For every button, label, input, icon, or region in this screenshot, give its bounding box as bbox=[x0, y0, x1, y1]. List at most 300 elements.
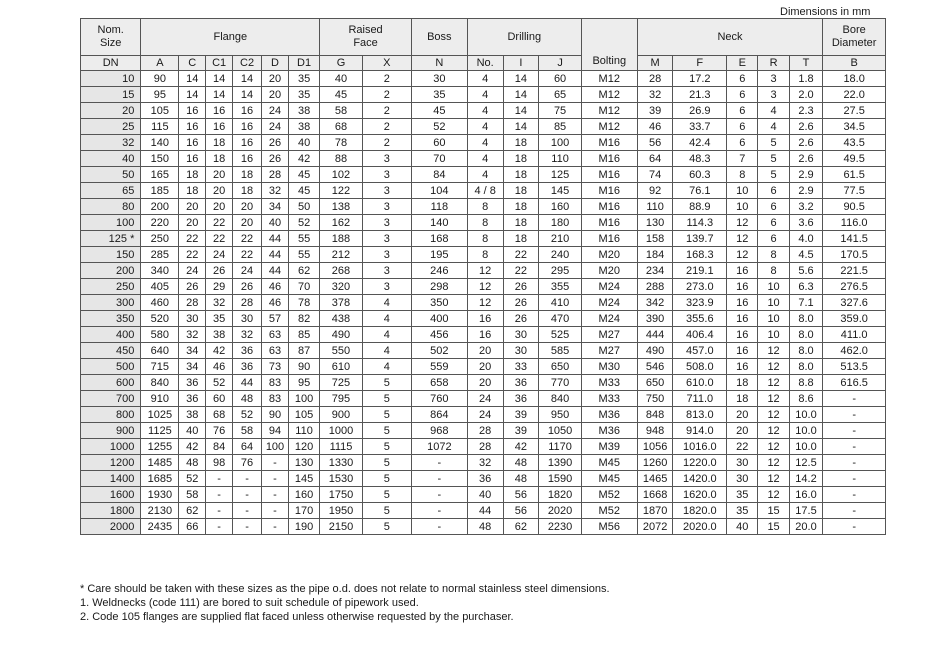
table-cell: M56 bbox=[581, 519, 637, 535]
table-cell: 6 bbox=[727, 119, 758, 135]
nominal-size-cell: 32 bbox=[81, 135, 141, 151]
table-cell: 1685 bbox=[141, 471, 179, 487]
table-cell: - bbox=[262, 487, 289, 503]
table-cell: 16 bbox=[233, 103, 262, 119]
nominal-size-cell: 400 bbox=[81, 327, 141, 343]
table-cell: 16 bbox=[727, 327, 758, 343]
table-cell: 840 bbox=[141, 375, 179, 391]
table-cell: M16 bbox=[581, 231, 637, 247]
table-cell: 5 bbox=[362, 519, 411, 535]
table-cell: 10.0 bbox=[789, 423, 823, 439]
table-cell: 84 bbox=[206, 439, 233, 455]
table-row bbox=[81, 151, 886, 167]
table-cell: 10 bbox=[727, 199, 758, 215]
col-no: No. bbox=[467, 56, 503, 71]
table-cell: 48 bbox=[467, 519, 503, 535]
table-cell: 16 bbox=[206, 103, 233, 119]
table-cell: 60 bbox=[206, 391, 233, 407]
table-cell: 30 bbox=[503, 327, 539, 343]
table-cell: 16 bbox=[233, 119, 262, 135]
col-x: X bbox=[362, 56, 411, 71]
table-cell: 8 bbox=[727, 167, 758, 183]
table-cell: 88.9 bbox=[673, 199, 727, 215]
footnote-asterisk: * Care should be taken with these sizes as the pipe o.d. does not relate to normal stainless steel dimensions. bbox=[80, 583, 610, 595]
table-cell: 20 bbox=[179, 215, 206, 231]
table-cell: 36 bbox=[179, 375, 206, 391]
table-cell: - bbox=[262, 519, 289, 535]
table-cell: 3 bbox=[362, 167, 411, 183]
col-d: D bbox=[262, 56, 289, 71]
table-cell: 52 bbox=[288, 215, 319, 231]
table-row bbox=[81, 199, 886, 215]
table-cell: 162 bbox=[320, 215, 362, 231]
table-cell: 3 bbox=[362, 151, 411, 167]
table-cell: 22 bbox=[503, 263, 539, 279]
col-t: T bbox=[789, 56, 823, 71]
table-cell: 78 bbox=[320, 135, 362, 151]
table-row bbox=[81, 471, 886, 487]
table-cell: 14 bbox=[233, 87, 262, 103]
table-cell: 5 bbox=[362, 423, 411, 439]
table-cell: 188 bbox=[320, 231, 362, 247]
table-cell: 456 bbox=[411, 327, 467, 343]
table-cell: 28 bbox=[233, 295, 262, 311]
table-cell: 610.0 bbox=[673, 375, 727, 391]
table-cell: 36 bbox=[179, 391, 206, 407]
table-cell: 1.8 bbox=[789, 71, 823, 87]
table-cell: 26 bbox=[262, 135, 289, 151]
table-row bbox=[81, 519, 886, 535]
table-cell: 1330 bbox=[320, 455, 362, 471]
table-cell: - bbox=[411, 455, 467, 471]
table-cell: - bbox=[823, 439, 886, 455]
table-cell: 1016.0 bbox=[673, 439, 727, 455]
table-cell: M16 bbox=[581, 199, 637, 215]
table-cell: M52 bbox=[581, 487, 637, 503]
table-cell: 610 bbox=[320, 359, 362, 375]
units-label: Dimensions in mm bbox=[780, 6, 871, 18]
table-cell: 24 bbox=[467, 391, 503, 407]
table-cell: 138 bbox=[320, 199, 362, 215]
nominal-size-cell: 10 bbox=[81, 71, 141, 87]
table-cell: 5 bbox=[362, 455, 411, 471]
col-i: I bbox=[503, 56, 539, 71]
table-cell: 10.0 bbox=[789, 439, 823, 455]
col-d1: D1 bbox=[288, 56, 319, 71]
table-cell: 508.0 bbox=[673, 359, 727, 375]
table-cell: 12 bbox=[467, 263, 503, 279]
table-cell: 18 bbox=[503, 167, 539, 183]
table-cell: 4 bbox=[362, 343, 411, 359]
table-cell: 30 bbox=[727, 471, 758, 487]
table-cell: 295 bbox=[539, 263, 582, 279]
table-cell: - bbox=[206, 519, 233, 535]
table-cell: 3 bbox=[362, 231, 411, 247]
table-cell: 90 bbox=[141, 71, 179, 87]
table-cell: 145 bbox=[539, 183, 582, 199]
table-cell: 4 bbox=[467, 71, 503, 87]
table-cell: 82 bbox=[288, 311, 319, 327]
table-cell: 8.0 bbox=[789, 311, 823, 327]
table-cell: 22 bbox=[503, 247, 539, 263]
table-cell: 42.4 bbox=[673, 135, 727, 151]
table-cell: 3 bbox=[758, 71, 789, 87]
table-cell: 20 bbox=[179, 199, 206, 215]
table-cell: 10.0 bbox=[789, 407, 823, 423]
table-cell: 1465 bbox=[637, 471, 673, 487]
table-cell: - bbox=[411, 519, 467, 535]
table-cell: M33 bbox=[581, 375, 637, 391]
table-cell: 68 bbox=[320, 119, 362, 135]
table-cell: 550 bbox=[320, 343, 362, 359]
table-cell: 14 bbox=[503, 119, 539, 135]
table-cell: 190 bbox=[288, 519, 319, 535]
table-cell: 3 bbox=[362, 183, 411, 199]
table-cell: 52 bbox=[233, 407, 262, 423]
table-cell: 914.0 bbox=[673, 423, 727, 439]
nominal-size-cell: 50 bbox=[81, 167, 141, 183]
table-cell: 34 bbox=[179, 343, 206, 359]
table-cell: 62 bbox=[288, 263, 319, 279]
table-cell: 60.3 bbox=[673, 167, 727, 183]
column-header-row bbox=[81, 56, 886, 71]
nominal-size-cell: 1800 bbox=[81, 503, 141, 519]
table-cell: 6 bbox=[758, 183, 789, 199]
table-cell: 4 / 8 bbox=[467, 183, 503, 199]
table-cell: 95 bbox=[288, 375, 319, 391]
table-cell: 20 bbox=[467, 343, 503, 359]
table-cell: 1072 bbox=[411, 439, 467, 455]
table-cell: 234 bbox=[637, 263, 673, 279]
table-cell: 38 bbox=[288, 103, 319, 119]
table-cell: 2.9 bbox=[789, 167, 823, 183]
table-cell: 36 bbox=[467, 471, 503, 487]
table-row bbox=[81, 215, 886, 231]
table-cell: M20 bbox=[581, 247, 637, 263]
table-cell: 12 bbox=[758, 407, 789, 423]
table-cell: 76 bbox=[233, 455, 262, 471]
table-cell: 5 bbox=[362, 487, 411, 503]
table-cell: 2.3 bbox=[789, 103, 823, 119]
table-cell: 20 bbox=[233, 215, 262, 231]
table-cell: 405 bbox=[141, 279, 179, 295]
flange-header: Flange bbox=[141, 19, 320, 56]
table-cell: 323.9 bbox=[673, 295, 727, 311]
table-cell: 68 bbox=[206, 407, 233, 423]
table-cell: - bbox=[823, 519, 886, 535]
table-cell: 105 bbox=[288, 407, 319, 423]
table-cell: 8.0 bbox=[789, 343, 823, 359]
table-cell: 16 bbox=[179, 103, 206, 119]
bolting-header: Bolting bbox=[581, 19, 637, 71]
table-cell: 14 bbox=[179, 71, 206, 87]
table-row bbox=[81, 71, 886, 87]
table-cell: 444 bbox=[637, 327, 673, 343]
table-cell: 8.8 bbox=[789, 375, 823, 391]
table-row bbox=[81, 391, 886, 407]
table-cell: 20 bbox=[233, 199, 262, 215]
table-cell: 3 bbox=[362, 215, 411, 231]
table-cell: 8 bbox=[467, 247, 503, 263]
table-cell: 38 bbox=[288, 119, 319, 135]
table-cell: 26 bbox=[179, 279, 206, 295]
table-cell: 14 bbox=[503, 71, 539, 87]
table-cell: 18 bbox=[503, 135, 539, 151]
table-cell: 16 bbox=[179, 151, 206, 167]
table-cell: 14 bbox=[503, 87, 539, 103]
table-cell: 42 bbox=[179, 439, 206, 455]
table-cell: 4 bbox=[758, 119, 789, 135]
table-cell: 14.2 bbox=[789, 471, 823, 487]
raised-face-header bbox=[320, 19, 412, 56]
table-row bbox=[81, 247, 886, 263]
table-cell: 3 bbox=[362, 263, 411, 279]
table-cell: 141.5 bbox=[823, 231, 886, 247]
table-cell: 12 bbox=[727, 247, 758, 263]
table-cell: 18 bbox=[233, 183, 262, 199]
col-f: F bbox=[673, 56, 727, 71]
table-cell: 18 bbox=[233, 167, 262, 183]
table-cell: 24 bbox=[233, 263, 262, 279]
table-cell: 5 bbox=[362, 439, 411, 455]
nominal-size-cell: 65 bbox=[81, 183, 141, 199]
table-cell: 52 bbox=[206, 375, 233, 391]
table-cell: 26 bbox=[503, 279, 539, 295]
col-n: N bbox=[411, 56, 467, 71]
table-cell: 52 bbox=[179, 471, 206, 487]
table-cell: 24 bbox=[262, 103, 289, 119]
table-cell: 355 bbox=[539, 279, 582, 295]
table-cell: 8 bbox=[758, 263, 789, 279]
table-cell: 20 bbox=[467, 359, 503, 375]
table-cell: 20 bbox=[727, 407, 758, 423]
table-cell: - bbox=[262, 455, 289, 471]
table-cell: 36 bbox=[503, 391, 539, 407]
col-b: B bbox=[823, 56, 886, 71]
table-cell: 32 bbox=[179, 327, 206, 343]
table-cell: 1056 bbox=[637, 439, 673, 455]
table-cell: 16 bbox=[233, 135, 262, 151]
table-cell: 22.0 bbox=[823, 87, 886, 103]
table-cell: 118 bbox=[411, 199, 467, 215]
table-row bbox=[81, 279, 886, 295]
table-cell: 48 bbox=[503, 455, 539, 471]
table-cell: 63 bbox=[262, 327, 289, 343]
table-cell: 770 bbox=[539, 375, 582, 391]
col-g: G bbox=[320, 56, 362, 71]
table-cell: 130 bbox=[288, 455, 319, 471]
table-row bbox=[81, 119, 886, 135]
table-cell: 616.5 bbox=[823, 375, 886, 391]
table-cell: - bbox=[823, 471, 886, 487]
table-cell: 219.1 bbox=[673, 263, 727, 279]
table-cell: 240 bbox=[539, 247, 582, 263]
nom-size-label: Nom. Size bbox=[97, 24, 124, 49]
table-cell: 35 bbox=[727, 503, 758, 519]
table-cell: 1255 bbox=[141, 439, 179, 455]
table-cell: 17.2 bbox=[673, 71, 727, 87]
table-row bbox=[81, 503, 886, 519]
table-cell: 58 bbox=[179, 487, 206, 503]
table-cell: 350 bbox=[411, 295, 467, 311]
table-cell: - bbox=[823, 487, 886, 503]
table-cell: 1485 bbox=[141, 455, 179, 471]
table-cell: 24 bbox=[179, 263, 206, 279]
table-cell: - bbox=[262, 471, 289, 487]
table-cell: 22 bbox=[233, 231, 262, 247]
table-cell: 559 bbox=[411, 359, 467, 375]
table-cell: 6.3 bbox=[789, 279, 823, 295]
table-cell: 110 bbox=[637, 199, 673, 215]
table-cell: 170.5 bbox=[823, 247, 886, 263]
table-header bbox=[81, 19, 886, 71]
table-cell: 14 bbox=[179, 87, 206, 103]
table-cell: 12 bbox=[758, 487, 789, 503]
table-cell: M39 bbox=[581, 439, 637, 455]
col-c2: C2 bbox=[233, 56, 262, 71]
table-cell: 160 bbox=[288, 487, 319, 503]
table-cell: 3 bbox=[362, 247, 411, 263]
col-r: R bbox=[758, 56, 789, 71]
table-cell: 44 bbox=[262, 247, 289, 263]
table-cell: 22 bbox=[179, 247, 206, 263]
table-cell: 1220.0 bbox=[673, 455, 727, 471]
table-cell: 400 bbox=[411, 311, 467, 327]
table-cell: 250 bbox=[141, 231, 179, 247]
table-cell: 36 bbox=[503, 375, 539, 391]
table-cell: 84 bbox=[411, 167, 467, 183]
table-cell: 63 bbox=[262, 343, 289, 359]
raised-face-label: Raised Face bbox=[348, 24, 383, 49]
table-cell: M16 bbox=[581, 215, 637, 231]
table-cell: 2020 bbox=[539, 503, 582, 519]
table-cell: - bbox=[262, 503, 289, 519]
table-cell: 273.0 bbox=[673, 279, 727, 295]
table-cell: 1170 bbox=[539, 439, 582, 455]
table-cell: 410 bbox=[539, 295, 582, 311]
table-cell: 910 bbox=[141, 391, 179, 407]
table-cell: 168 bbox=[411, 231, 467, 247]
table-cell: 18 bbox=[727, 375, 758, 391]
table-cell: 200 bbox=[141, 199, 179, 215]
table-cell: M52 bbox=[581, 503, 637, 519]
table-cell: - bbox=[823, 391, 886, 407]
table-cell: - bbox=[823, 407, 886, 423]
table-cell: 56 bbox=[637, 135, 673, 151]
table-cell: 26 bbox=[262, 151, 289, 167]
nominal-size-cell: 250 bbox=[81, 279, 141, 295]
table-cell: - bbox=[206, 487, 233, 503]
table-cell: 46 bbox=[262, 295, 289, 311]
table-cell: 18 bbox=[206, 135, 233, 151]
table-cell: - bbox=[233, 487, 262, 503]
table-cell: 28 bbox=[467, 439, 503, 455]
table-cell: 4 bbox=[467, 135, 503, 151]
table-cell: 55 bbox=[288, 231, 319, 247]
table-cell: - bbox=[206, 471, 233, 487]
table-cell: M12 bbox=[581, 119, 637, 135]
table-cell: 342 bbox=[637, 295, 673, 311]
footnotes bbox=[80, 582, 610, 624]
table-cell: 17.5 bbox=[789, 503, 823, 519]
table-cell: 220 bbox=[141, 215, 179, 231]
table-cell: 1025 bbox=[141, 407, 179, 423]
table-cell: 16 bbox=[179, 135, 206, 151]
table-row bbox=[81, 407, 886, 423]
table-cell: 87 bbox=[288, 343, 319, 359]
table-cell: 3 bbox=[362, 279, 411, 295]
col-c: C bbox=[179, 56, 206, 71]
table-cell: 40 bbox=[320, 71, 362, 87]
table-cell: 2 bbox=[362, 103, 411, 119]
table-cell: 14 bbox=[206, 87, 233, 103]
table-cell: 39 bbox=[503, 423, 539, 439]
table-cell: 70 bbox=[411, 151, 467, 167]
table-cell: 78 bbox=[288, 295, 319, 311]
table-cell: 46 bbox=[637, 119, 673, 135]
table-cell: 2 bbox=[362, 135, 411, 151]
table-cell: 88 bbox=[320, 151, 362, 167]
table-cell: 40 bbox=[727, 519, 758, 535]
table-cell: 21.3 bbox=[673, 87, 727, 103]
table-cell: 3 bbox=[758, 87, 789, 103]
table-cell: 195 bbox=[411, 247, 467, 263]
table-cell: 44 bbox=[233, 375, 262, 391]
table-cell: M16 bbox=[581, 183, 637, 199]
table-cell: 16 bbox=[179, 119, 206, 135]
table-cell: 56 bbox=[503, 503, 539, 519]
nominal-size-cell: 100 bbox=[81, 215, 141, 231]
nominal-size-cell: 40 bbox=[81, 151, 141, 167]
table-cell: 470 bbox=[539, 311, 582, 327]
col-e: E bbox=[727, 56, 758, 71]
table-cell: 6 bbox=[727, 71, 758, 87]
table-cell: 100 bbox=[539, 135, 582, 151]
table-cell: 4 bbox=[467, 119, 503, 135]
table-cell: M24 bbox=[581, 311, 637, 327]
table-cell: M36 bbox=[581, 423, 637, 439]
table-cell: 6 bbox=[758, 199, 789, 215]
table-cell: 35 bbox=[288, 71, 319, 87]
table-cell: 359.0 bbox=[823, 311, 886, 327]
table-cell: M12 bbox=[581, 71, 637, 87]
nominal-size-cell: 350 bbox=[81, 311, 141, 327]
bore-diameter-label: Bore Diameter bbox=[831, 24, 877, 49]
table-cell: M45 bbox=[581, 471, 637, 487]
table-cell: 83 bbox=[262, 391, 289, 407]
table-cell: 1125 bbox=[141, 423, 179, 439]
table-cell: 5 bbox=[362, 503, 411, 519]
table-cell: 15 bbox=[758, 503, 789, 519]
table-cell: 158 bbox=[637, 231, 673, 247]
table-cell: M16 bbox=[581, 167, 637, 183]
col-a: A bbox=[141, 56, 179, 71]
table-cell: 4.5 bbox=[789, 247, 823, 263]
table-cell: 110 bbox=[539, 151, 582, 167]
footnote-2: 2. Code 105 flanges are supplied flat faced unless otherwise requested by the purchaser. bbox=[80, 611, 514, 623]
table-cell: 40 bbox=[467, 487, 503, 503]
table-cell: 168.3 bbox=[673, 247, 727, 263]
table-cell: 268 bbox=[320, 263, 362, 279]
table-cell: 813.0 bbox=[673, 407, 727, 423]
table-cell: 44 bbox=[467, 503, 503, 519]
nominal-size-cell: 300 bbox=[81, 295, 141, 311]
table-row bbox=[81, 359, 886, 375]
nominal-size-cell: 500 bbox=[81, 359, 141, 375]
table-cell: 22 bbox=[179, 231, 206, 247]
table-cell: 210 bbox=[539, 231, 582, 247]
table-cell: M24 bbox=[581, 279, 637, 295]
